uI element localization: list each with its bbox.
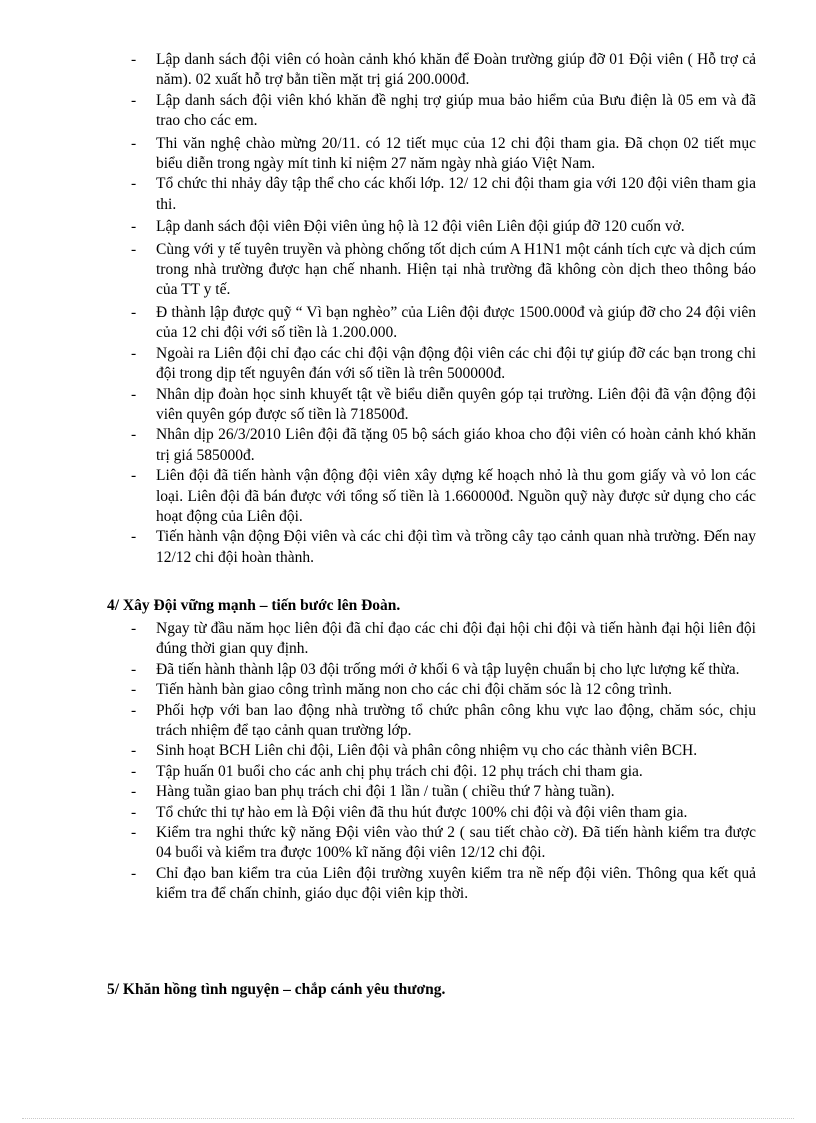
bullet-dash: - — [131, 467, 137, 485]
list-item — [0, 217, 816, 237]
list-item — [0, 823, 816, 864]
bullet-dash: - — [131, 864, 137, 882]
list-item — [0, 174, 816, 215]
list-item-text: Cùng với y tế tuyên truyền và phòng chống tốt dịch cúm A H1N1 một cánh tích cực và dịch cúm trong nhà trường được hạn chế nhanh. Hiện tại nhà trường đã không còn dịch theo thông báo của TT y tế. — [156, 240, 756, 299]
list-item-text: Kiểm tra nghi thức kỹ năng Đội viên vào thứ 2 ( sau tiết chào cờ). Đã tiến hành kiểm tra được 04 buổi và kiểm tra được 100% kĩ năng đội viên 12/12 chi đội. — [156, 824, 756, 862]
bullet-dash: - — [131, 240, 137, 258]
list-item-text: Đã tiến hành thành lập 03 đội trống mới ở khối 6 và tập luyện chuẩn bị cho lực lượng kế thừa. — [156, 660, 740, 678]
list-item — [0, 425, 816, 466]
section4-list — [0, 619, 816, 905]
list-item — [0, 240, 816, 301]
bullet-dash: - — [131, 783, 137, 801]
list-item — [0, 91, 816, 132]
list-item — [0, 344, 816, 385]
list-item-text: Tập huấn 01 buổi cho các anh chị phụ trách chi đội. 12 phụ trách chi tham gia. — [156, 762, 643, 780]
bullet-dash: - — [131, 51, 137, 68]
list-item-text: Tổ chức thi tự hào em là Đội viên đã thu hút được 100% chi đội và đội viên tham gia. — [156, 803, 688, 821]
bullet-dash: - — [131, 303, 137, 321]
bullet-dash: - — [131, 426, 137, 444]
list-item-text: Lập danh sách đội viên có hoàn cảnh khó khăn để Đoàn trường giúp đỡ 01 Đội viên ( Hỗ trợ cả năm). 02 xuất hỗ trợ bằn tiền mặt trị giá 200.000đ. — [156, 51, 756, 89]
section4-heading: 4/ Xây Đội vững mạnh – tiến bước lên Đoàn. — [107, 597, 401, 614]
bullet-dash: - — [131, 91, 137, 109]
list-item — [0, 680, 816, 700]
list-item-text: Tổ chức thi nhảy dây tập thể cho các khối lớp. 12/ 12 chi đội tham gia với 120 đội viên tham gia thi. — [156, 175, 756, 213]
list-item — [0, 660, 816, 680]
list-item-text: Nhân dịp 26/3/2010 Liên đội đã tặng 05 bộ sách giáo khoa cho đội viên có hoàn cảnh khó khăn trị giá 585000đ. — [156, 426, 756, 464]
list-item-text: Đ thành lập được quỹ “ Vì bạn nghèo” của Liên đội được 1500.000đ và giúp đỡ cho 24 đội viên của 12 chi đội với số tiền là 1.200.000. — [156, 303, 756, 342]
bullet-dash: - — [131, 824, 137, 842]
bullet-dash: - — [131, 134, 137, 152]
list-item — [0, 619, 816, 660]
page-bottom-divider — [22, 1118, 794, 1119]
bullet-dash: - — [131, 701, 137, 719]
list-item-text: Hàng tuần giao ban phụ trách chi đội 1 lần / tuần ( chiều thứ 7 hàng tuần). — [156, 783, 615, 801]
list-item-text: Liên đội đã tiến hành vận động đội viên xây dựng kế hoạch nhỏ là thu gom giấy và vỏ lon các loại. Liên đội đã bán được với tổng số tiền là 1.660000đ. Nguồn quỹ này được sử dụng cho các hoạt động của Liên đội. — [156, 467, 756, 525]
list-item — [0, 803, 816, 823]
list-item — [0, 741, 816, 761]
list-item-text: Tiến hành vận động Đội viên và các chi đội tìm và trồng cây tạo cảnh quan nhà trường. Đến nay 12/12 chi đội hoàn thành. — [156, 528, 756, 566]
list-item-text: Sinh hoạt BCH Liên chi đội, Liên đội và phân công nhiệm vụ cho các thành viên BCH. — [156, 742, 698, 760]
section3-list — [0, 50, 816, 568]
list-item-text: Chỉ đạo ban kiểm tra của Liên đội trường xuyên kiểm tra nề nếp đội viên. Thông qua kết quả kiểm tra để chấn chỉnh, giáo dục đội viên kịp thời. — [156, 864, 756, 903]
list-item — [0, 50, 816, 91]
list-item — [0, 864, 816, 905]
bullet-dash: - — [131, 344, 137, 362]
list-item-text: Phối hợp với ban lao động nhà trường tổ chức phân công khu vực lao động, chăm sóc, chịu trách nhiệm để tạo cảnh quan trường lớp. — [156, 701, 756, 740]
bullet-dash: - — [131, 385, 137, 403]
bullet-dash: - — [131, 660, 137, 678]
bullet-dash: - — [131, 742, 137, 760]
list-item — [0, 527, 816, 568]
section5-heading: 5/ Khăn hồng tình nguyện – chắp cánh yêu thương. — [107, 981, 446, 998]
bullet-dash: - — [131, 528, 137, 546]
bullet-dash: - — [131, 218, 137, 236]
bullet-dash: - — [131, 762, 137, 780]
list-item-text: Thi văn nghệ chào mừng 20/11. có 12 tiết mục của 12 chi đội tham gia. Đã chọn 02 tiết mục biểu diễn trong ngày mít tinh kỉ niệm 27 năm ngày nhà giáo Việt Nam. — [156, 134, 756, 173]
list-item-text: Lập danh sách đội viên khó khăn đề nghị trợ giúp mua bảo hiểm của Bưu điện là 05 em và đã trao cho các em. — [156, 91, 756, 130]
list-item-text: Ngay từ đầu năm học liên đội đã chỉ đạo các chi đội đại hội chi đội và tiến hành đại hội liên đội đúng thời gian quy định. — [156, 620, 756, 658]
list-item-text: Tiến hành bàn giao công trình măng non cho các chi đội chăm sóc là 12 công trình. — [156, 681, 672, 699]
list-item — [0, 701, 816, 742]
list-item-text: Nhân dịp đoàn học sinh khuyết tật về biểu diễn quyên góp tại trường. Liên đội đã vận động đội viên quyên góp được số tiền là 718500đ. — [156, 385, 756, 423]
bullet-dash: - — [131, 620, 137, 637]
bullet-dash: - — [131, 175, 137, 193]
list-item-text: Lập danh sách đội viên Đội viên ủng hộ là 12 đội viên Liên đội giúp đỡ 120 cuốn vở. — [156, 218, 685, 236]
bullet-dash: - — [131, 681, 137, 699]
list-item — [0, 762, 816, 782]
list-item — [0, 134, 816, 175]
list-item — [0, 466, 816, 527]
list-item-text: Ngoài ra Liên đội chỉ đạo các chi đội vận động đội viên các chi đội tự giúp đỡ các bạn trong chi đội trong dịp tết nguyên đán với số tiền là trên 500000đ. — [156, 344, 756, 383]
bullet-dash: - — [131, 803, 137, 821]
list-item — [0, 782, 816, 802]
list-item — [0, 303, 816, 344]
list-item — [0, 385, 816, 426]
